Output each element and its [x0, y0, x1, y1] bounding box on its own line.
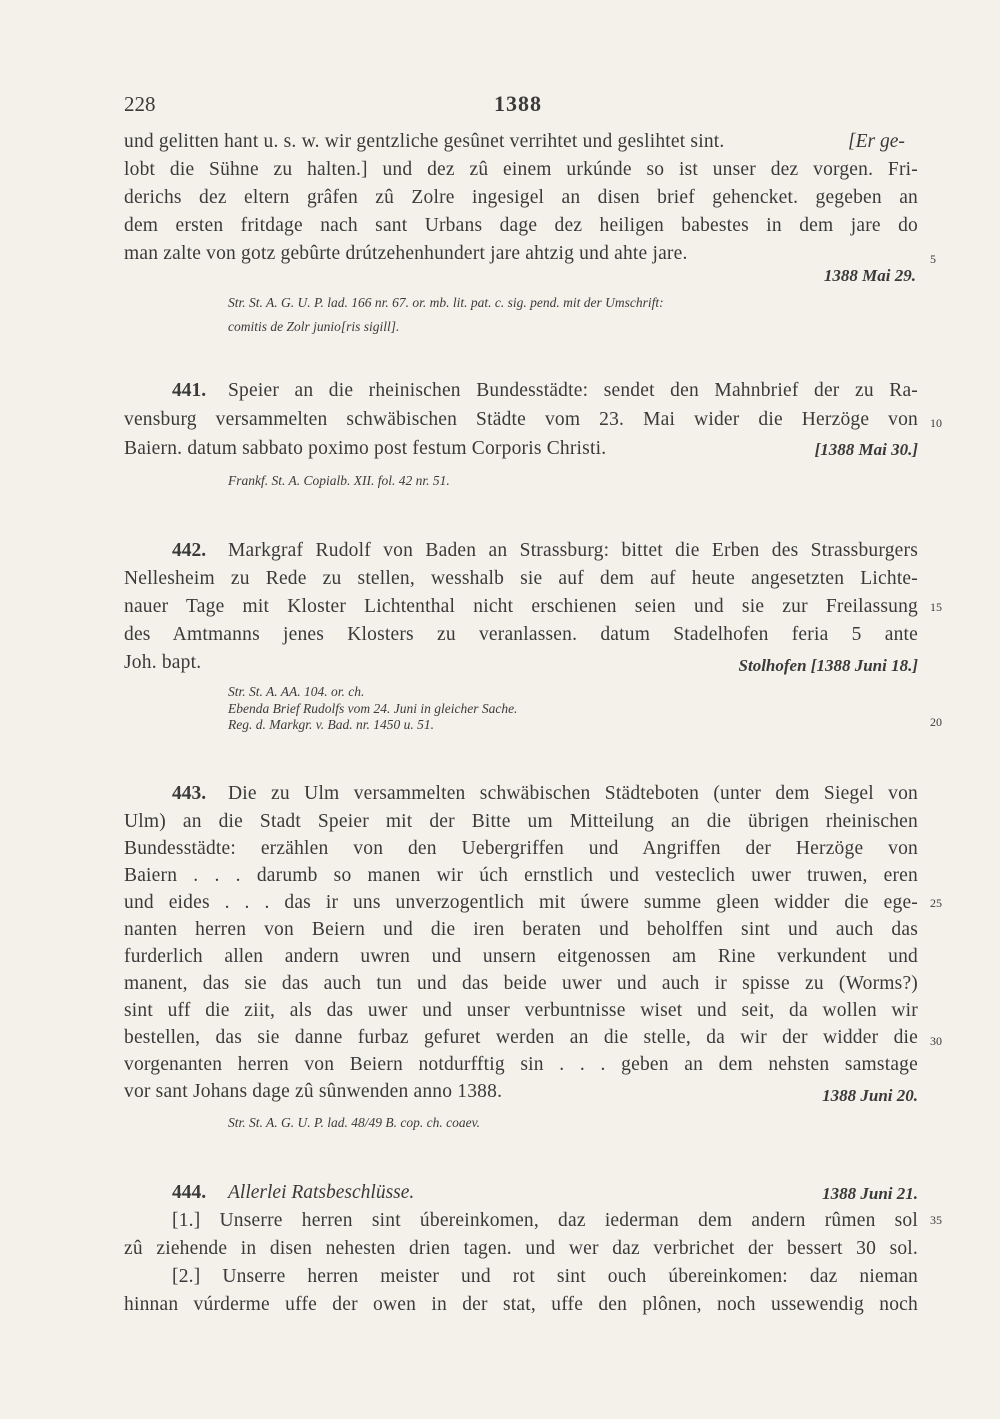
- text-line: Speier an die rheinischen Bundesstädte: sendet den Mahnbrief der zu Ra-: [228, 380, 918, 401]
- entry-date: [1388 Mai 30.]: [814, 440, 918, 459]
- text-line: Baiern . . . darumb so manen wir úch ernstlich und vesteclich uwer truwen, eren: [124, 865, 918, 886]
- entry-title: Allerlei Ratsbeschlüsse.: [228, 1182, 415, 1203]
- entry-date: 1388 Juni 20.: [822, 1086, 918, 1105]
- text-line: dem ersten fritdage nach sant Urbans dage dez heiligen babestes in dem jare do: [124, 215, 918, 236]
- entry-date: 1388 Mai 29.: [823, 266, 916, 285]
- text-line: manent, das sie das auch tun und das beide uwer und auch ir spisse zu (Worms?): [124, 973, 918, 994]
- text-line: sint uff die ziit, als das uwer und unser verbuntnisse wiset und seit, da wollen wir: [124, 1000, 918, 1021]
- source-note: Reg. d. Markgr. v. Bad. nr. 1450 u. 51.: [228, 717, 434, 732]
- line-number: 20: [930, 715, 942, 729]
- text-line: Baiern. datum sabbato poximo post festum Corporis Christi.: [124, 438, 607, 459]
- line-number: 15: [930, 600, 942, 614]
- line-number: 30: [930, 1034, 942, 1048]
- text-line: man zalte von gotz gebûrte drútzehenhundert jare ahtzig und ahte jare.: [124, 243, 688, 264]
- text-line: vor sant Johans dage zû sûnwenden anno 1388.: [124, 1081, 503, 1102]
- text-line: Nellesheim zu Rede zu stellen, wesshalb sie auf dem auf heute angesetzten Lichte-: [124, 568, 918, 589]
- entry-number: 441.: [172, 380, 207, 401]
- text-line: nanten herren von Beiern und die iren beraten und beholffen sint und auch das: [124, 919, 918, 940]
- text-line: zû ziehende in disen nehesten drien tagen. und wer daz verbrichet der bessert 30 sol.: [124, 1238, 918, 1259]
- text-line: und gelitten hant u. s. w. wir gentzliche gesûnet verrihtet und geslihtet sint.: [124, 131, 725, 152]
- entry-date: 1388 Juni 21.: [822, 1184, 918, 1203]
- text-line: bestellen, das sie danne furbaz gefuret werden an die stelle, da wir der widder die: [124, 1027, 918, 1048]
- text-line: vorgenanten herren von Beiern notdurfftig sin . . . geben an dem nehsten samstage: [124, 1054, 918, 1075]
- text-line: nauer Tage mit Kloster Lichtenthal nicht erschienen seien und sie zur Freilassung: [124, 596, 918, 617]
- text-line: vensburg versammelten schwäbischen Städte vom 23. Mai wider die Herzöge von: [124, 409, 918, 430]
- bracket-note: [Er ge-: [848, 131, 905, 152]
- text-line: derichs dez eltern grâfen zû Zolre ingesigel an disen brief gehencket. gegeben an: [124, 187, 918, 208]
- source-note: comitis de Zolr junio[ris sigill].: [228, 319, 400, 334]
- text-line: Markgraf Rudolf von Baden an Strassburg: bittet die Erben des Strassburgers: [228, 540, 918, 561]
- text-line: Die zu Ulm versammelten schwäbischen Städteboten (unter dem Siegel von: [228, 783, 918, 804]
- text-line: furderlich allen andern uwren und unsern eitgenossen am Rine verkundent und: [124, 946, 918, 967]
- source-note: Str. St. A. G. U. P. lad. 48/49 B. cop. ch. coaev.: [228, 1115, 480, 1130]
- line-number: 35: [930, 1213, 942, 1227]
- page-number: 228: [124, 92, 156, 116]
- text-line: des Amtmanns jenes Klosters zu veranlassen. datum Stadelhofen feria 5 ante: [124, 624, 918, 645]
- line-number: 5: [930, 252, 936, 266]
- running-header-year: 1388: [494, 91, 542, 116]
- line-number: 10: [930, 416, 942, 430]
- entry-number: 443.: [172, 783, 207, 804]
- text-line: Bundesstädte: erzählen von den Uebergriffen und Angriffen der Herzöge von: [124, 838, 918, 859]
- text-line: hinnan vúrderme uffe der owen in der stat, uffe den plônen, noch ussewendig noch: [124, 1294, 918, 1315]
- text-line: Ulm) an die Stadt Speier mit der Bitte um Mitteilung an die übrigen rheinischen: [124, 811, 918, 832]
- entry-number: 444.: [172, 1182, 207, 1203]
- source-note: Str. St. A. AA. 104. or. ch.: [228, 684, 365, 699]
- source-note: Ebenda Brief Rudolfs vom 24. Juni in gleicher Sache.: [228, 701, 518, 716]
- text-line: [1.] Unserre herren sint úbereinkomen, daz iederman dem andern rûmen sol: [172, 1210, 918, 1231]
- text-line: [2.] Unserre herren meister und rot sint ouch úbereinkomen: daz nieman: [172, 1266, 918, 1287]
- entry-number: 442.: [172, 540, 207, 561]
- source-note: Str. St. A. G. U. P. lad. 166 nr. 67. or. mb. lit. pat. c. sig. pend. mit der Umschrift:: [228, 295, 664, 310]
- text-line: Joh. bapt.: [124, 652, 202, 673]
- line-number: 25: [930, 896, 942, 910]
- source-note: Frankf. St. A. Copialb. XII. fol. 42 nr. 51.: [228, 473, 450, 488]
- text-line: lobt die Sühne zu halten.] und dez zû einem urkúnde so ist unser dez vorgen. Fri-: [124, 159, 918, 180]
- text-line: und eides . . . das ir uns unverzogentlich mit úwere summe gleen widder die ege-: [124, 892, 918, 913]
- entry-date: Stolhofen [1388 Juni 18.]: [738, 656, 918, 675]
